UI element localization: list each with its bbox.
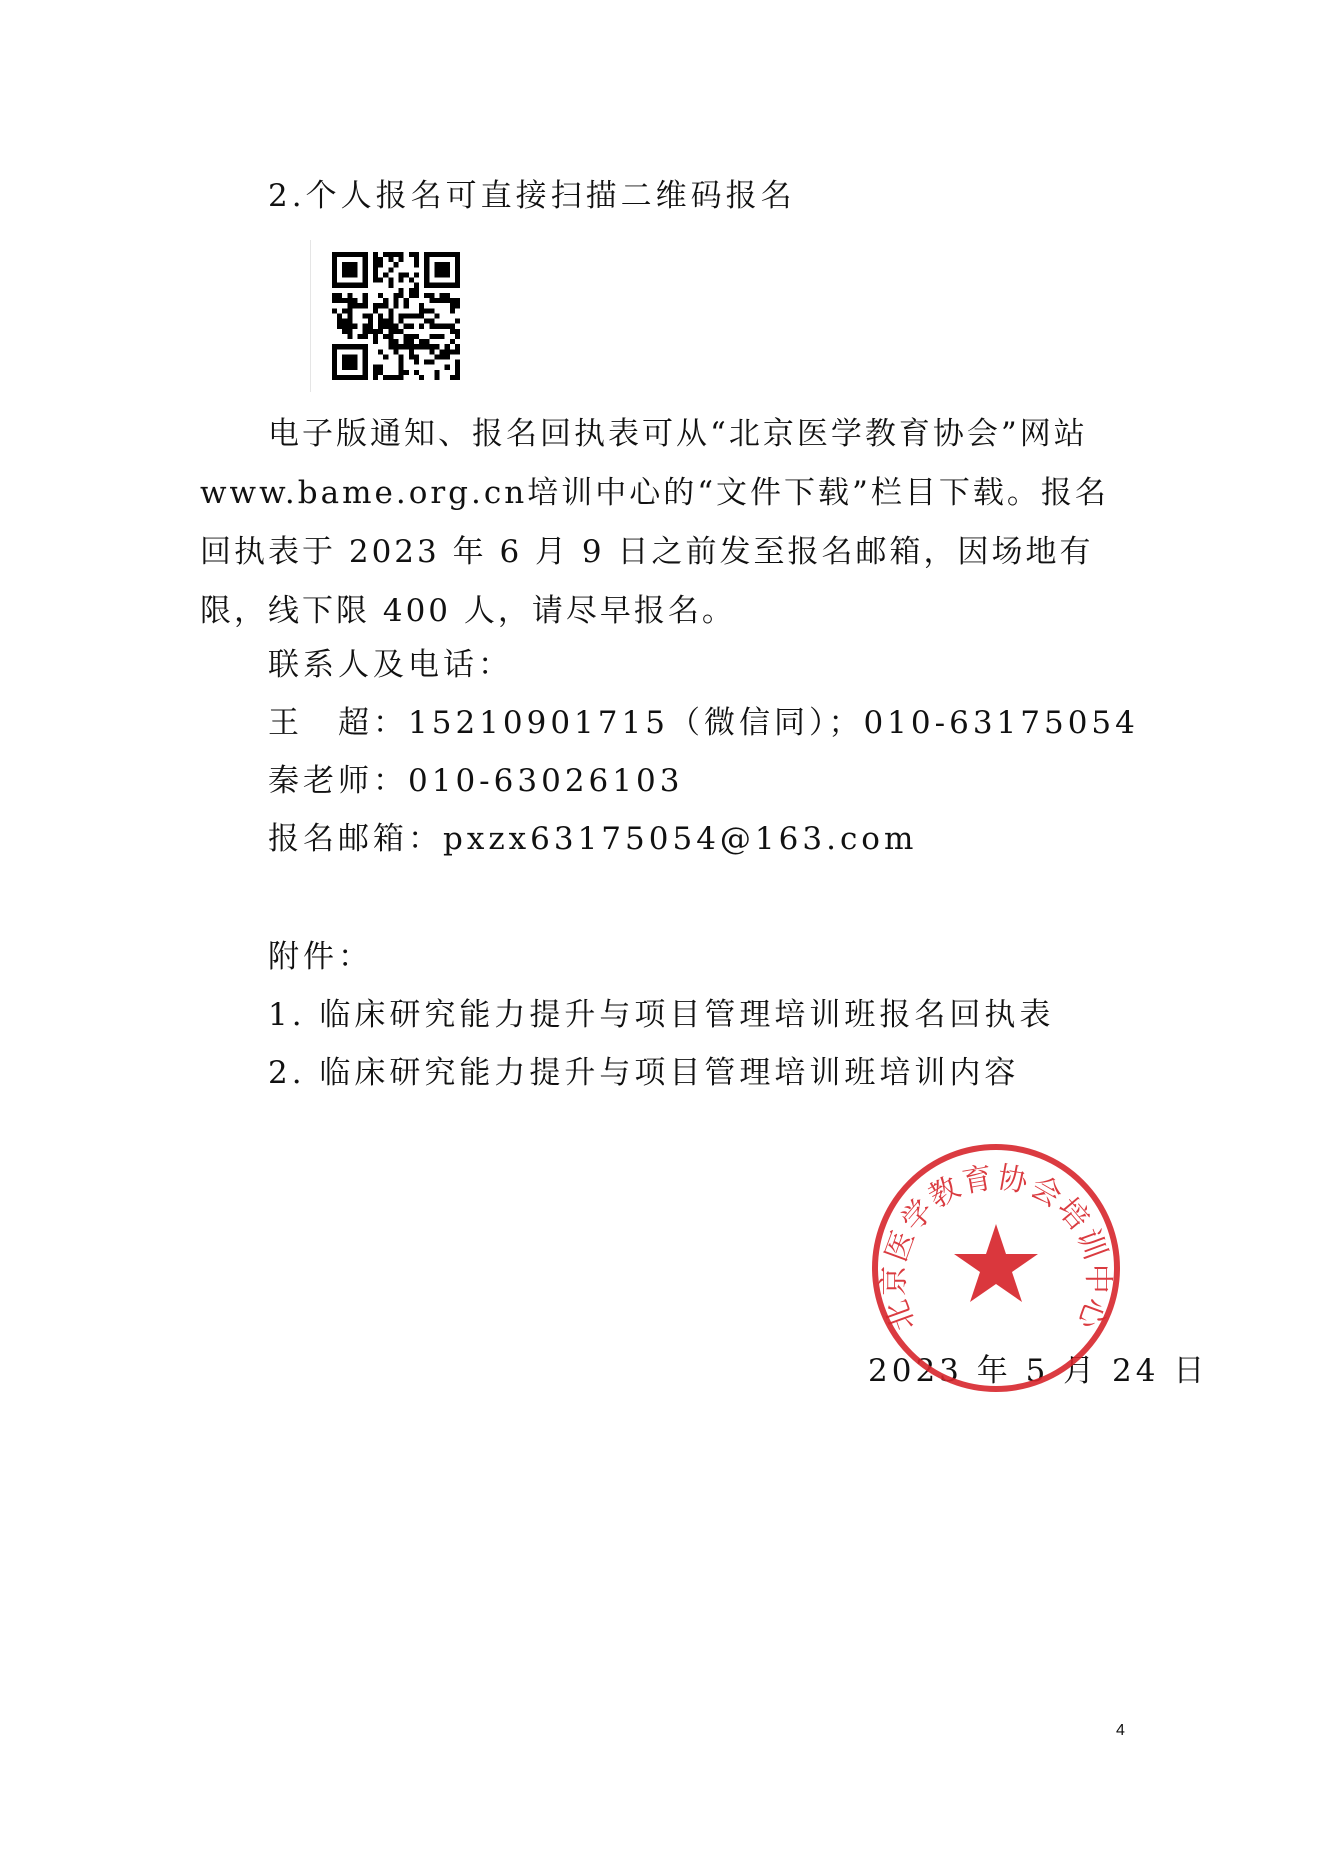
qr-module [404, 324, 409, 329]
qr-module [337, 319, 342, 324]
contact-wang: 王 超：15210901715（微信同）；010-63175054 [268, 705, 1139, 741]
qr-module [440, 293, 445, 298]
qr-module [399, 354, 404, 359]
qr-module [429, 298, 434, 303]
qr-module [434, 375, 439, 380]
qr-module [373, 375, 378, 380]
qr-module [404, 298, 409, 303]
qr-module [455, 298, 460, 303]
qr-module [445, 365, 450, 370]
qr-module [378, 319, 383, 324]
qr-module [419, 303, 424, 308]
qr-module [368, 313, 373, 318]
qr-module [409, 334, 414, 339]
qr-module [368, 319, 373, 324]
qr-module [393, 298, 398, 303]
qr-module [450, 324, 455, 329]
qr-module [414, 360, 419, 365]
qr-module [409, 324, 414, 329]
qr-module [455, 375, 460, 380]
qr-module [409, 313, 414, 318]
qr-module [450, 329, 455, 334]
qr-code-icon [332, 252, 460, 380]
qr-module [429, 319, 434, 324]
qr-module [378, 370, 383, 375]
qr-module [450, 339, 455, 344]
qr-module [352, 303, 357, 308]
qr-module [393, 329, 398, 334]
attachment-2: 2. 临床研究能力提升与项目管理培训班培训内容 [268, 1055, 1020, 1091]
qr-module [424, 319, 429, 324]
qr-module [393, 303, 398, 308]
contact-email: 报名邮箱：pxzx63175054@163.com [268, 821, 918, 857]
qr-module [450, 303, 455, 308]
qr-module [409, 344, 414, 349]
qr-module [455, 349, 460, 354]
seal-text: 北京医学教育协会培训中心 [876, 1160, 1116, 1336]
qr-module [455, 334, 460, 339]
qr-module [404, 339, 409, 344]
qr-module [347, 308, 352, 313]
qr-module [409, 354, 414, 359]
qr-module [342, 329, 347, 334]
qr-module [414, 257, 419, 262]
qr-module [388, 344, 393, 349]
qr-module [388, 252, 393, 257]
qr-module [373, 252, 378, 257]
qr-module [409, 293, 414, 298]
qr-module [332, 298, 337, 303]
qr-module [445, 324, 450, 329]
qr-module [388, 339, 393, 344]
qr-module [399, 272, 404, 277]
qr-module [409, 349, 414, 354]
qr-module [455, 365, 460, 370]
qr-module [373, 278, 378, 283]
qr-module [332, 308, 337, 313]
qr-module [399, 329, 404, 334]
qr-module [388, 334, 393, 339]
qr-module [383, 334, 388, 339]
qr-module [393, 293, 398, 298]
qr-module [388, 267, 393, 272]
qr-module [378, 257, 383, 262]
qr-module [429, 308, 434, 313]
qr-module [414, 313, 419, 318]
qr-module [414, 293, 419, 298]
qr-module [383, 252, 388, 257]
qr-module [434, 370, 439, 375]
qr-module [445, 349, 450, 354]
qr-module [455, 319, 460, 324]
qr-module [383, 303, 388, 308]
qr-module [373, 257, 378, 262]
qr-module [434, 334, 439, 339]
qr-module [363, 313, 368, 318]
qr-module [383, 319, 388, 324]
page-number: 4 [1116, 1722, 1125, 1739]
qr-module [404, 303, 409, 308]
qr-module [419, 375, 424, 380]
qr-module [414, 354, 419, 359]
qr-module [337, 298, 342, 303]
qr-module [352, 298, 357, 303]
qr-module [332, 293, 337, 298]
qr-module [373, 334, 378, 339]
qr-module [378, 365, 383, 370]
qr-module [414, 283, 419, 288]
qr-module [378, 313, 383, 318]
qr-module [388, 308, 393, 313]
qr-module [429, 349, 434, 354]
qr-module [358, 303, 363, 308]
qr-module [399, 257, 404, 262]
qr-module [445, 354, 450, 359]
qr-module [455, 344, 460, 349]
qr-module [373, 308, 378, 313]
qr-module [373, 370, 378, 375]
qr-module [388, 283, 393, 288]
qr-module [388, 257, 393, 262]
qr-module [445, 344, 450, 349]
download-paragraph [200, 405, 1130, 641]
qr-module [445, 293, 450, 298]
qr-module [404, 344, 409, 349]
qr-module [363, 303, 368, 308]
qr-module [388, 313, 393, 318]
qr-module [337, 324, 342, 329]
qr-module [363, 329, 368, 334]
qr-module [347, 313, 352, 318]
qr-module [434, 298, 439, 303]
qr-module [388, 375, 393, 380]
qr-module [440, 324, 445, 329]
qr-module [399, 375, 404, 380]
qr-module [399, 365, 404, 370]
qr-module [419, 313, 424, 318]
qr-module [399, 319, 404, 324]
qr-module [347, 293, 352, 298]
qr-module [455, 370, 460, 375]
qr-module [429, 324, 434, 329]
qr-module [434, 354, 439, 359]
qr-module [383, 298, 388, 303]
qr-module [378, 349, 383, 354]
attachment-1: 1. 临床研究能力提升与项目管理培训班报名回执表 [268, 997, 1055, 1033]
qr-module [399, 313, 404, 318]
qr-module [450, 349, 455, 354]
qr-module [414, 252, 419, 257]
qr-module [404, 370, 409, 375]
qr-module [445, 298, 450, 303]
qr-module [450, 298, 455, 303]
qr-module [347, 298, 352, 303]
qr-module [337, 293, 342, 298]
qr-module [424, 293, 429, 298]
qr-module [347, 329, 352, 334]
qr-module [393, 339, 398, 344]
qr-module [347, 324, 352, 329]
qr-module [378, 329, 383, 334]
seal-star-icon [954, 1224, 1038, 1302]
qr-module [378, 293, 383, 298]
qr-module [383, 272, 388, 277]
qr-module [363, 293, 368, 298]
qr-module [440, 349, 445, 354]
qr-module [419, 344, 424, 349]
qr-module [414, 334, 419, 339]
qr-module [352, 324, 357, 329]
issue-date: 2023 年 5 月 24 日 [868, 1353, 1209, 1389]
qr-module [399, 344, 404, 349]
qr-module [393, 262, 398, 267]
qr-module [393, 344, 398, 349]
qr-module [414, 272, 419, 277]
qr-module [434, 344, 439, 349]
attachments-title: 附件： [268, 939, 373, 975]
qr-module [378, 324, 383, 329]
qr-module [399, 288, 404, 293]
qr-module [419, 339, 424, 344]
qr-module [383, 375, 388, 380]
official-seal-icon [868, 1140, 1124, 1396]
qr-module [358, 334, 363, 339]
qr-module [368, 324, 373, 329]
qr-module [414, 344, 419, 349]
qr-module [363, 324, 368, 329]
qr-module [363, 298, 368, 303]
qr-module [337, 313, 342, 318]
qr-module [388, 319, 393, 324]
qr-module [378, 262, 383, 267]
qr-module [342, 319, 347, 324]
qr-module [393, 324, 398, 329]
qr-module [404, 313, 409, 318]
qr-module [409, 339, 414, 344]
qr-module [424, 339, 429, 344]
qr-module [383, 324, 388, 329]
qr-module [440, 354, 445, 359]
registration-item-2: 2.个人报名可直接扫描二维码报名 [268, 178, 796, 214]
qr-module [455, 360, 460, 365]
qr-module [342, 308, 347, 313]
qr-module [404, 334, 409, 339]
qr-module [450, 308, 455, 313]
qr-module [429, 360, 434, 365]
qr-module [373, 339, 378, 344]
qr-module [450, 375, 455, 380]
qr-module [424, 308, 429, 313]
qr-module [373, 262, 378, 267]
qr-module [399, 293, 404, 298]
qr-module [342, 298, 347, 303]
qr-module [434, 313, 439, 318]
qr-module [399, 360, 404, 365]
qr-module [373, 272, 378, 277]
qr-module [373, 303, 378, 308]
qr-module [347, 319, 352, 324]
qr-module [409, 278, 414, 283]
qr-module [429, 334, 434, 339]
qr-module [414, 370, 419, 375]
qr-module [393, 349, 398, 354]
qr-module [440, 298, 445, 303]
qr-module [383, 354, 388, 359]
qr-module [429, 344, 434, 349]
qr-module [373, 365, 378, 370]
qr-module [388, 329, 393, 334]
qr-module [373, 329, 378, 334]
qr-module [409, 288, 414, 293]
qr-module [404, 272, 409, 277]
qr-module [429, 293, 434, 298]
qr-module [393, 252, 398, 257]
qr-module [455, 329, 460, 334]
qr-module [342, 324, 347, 329]
qr-module [399, 252, 404, 257]
qr-module [399, 278, 404, 283]
qr-module [368, 329, 373, 334]
qr-module [419, 324, 424, 329]
qr-module [388, 278, 393, 283]
qr-module [347, 303, 352, 308]
qr-module [399, 370, 404, 375]
qr-module [393, 375, 398, 380]
qr-module [440, 334, 445, 339]
qr-module [414, 262, 419, 267]
paragraph-text: 电子版通知、报名回执表可从“北京医学教育协会”网站www.bame.org.cn培训中心的“文件下载”栏目下载。报名回执表于 2023 年 6 月 9 日之前发至报名邮箱，因场地有限，线下限 400 人，请尽早报名。 [200, 416, 1109, 629]
qr-module [388, 324, 393, 329]
qr-module [363, 334, 368, 339]
qr-module [424, 344, 429, 349]
qr-module [373, 267, 378, 272]
contacts-title: 联系人及电话： [268, 647, 513, 683]
qr-module [409, 252, 414, 257]
qr-module [424, 360, 429, 365]
qr-module [378, 278, 383, 283]
qr-module [434, 324, 439, 329]
qr-module [455, 303, 460, 308]
qr-module [347, 334, 352, 339]
qr-divider [310, 240, 311, 392]
qr-module [414, 288, 419, 293]
qr-module [378, 303, 383, 308]
qr-module [419, 308, 424, 313]
contact-qin: 秦老师：010-63026103 [268, 763, 684, 799]
